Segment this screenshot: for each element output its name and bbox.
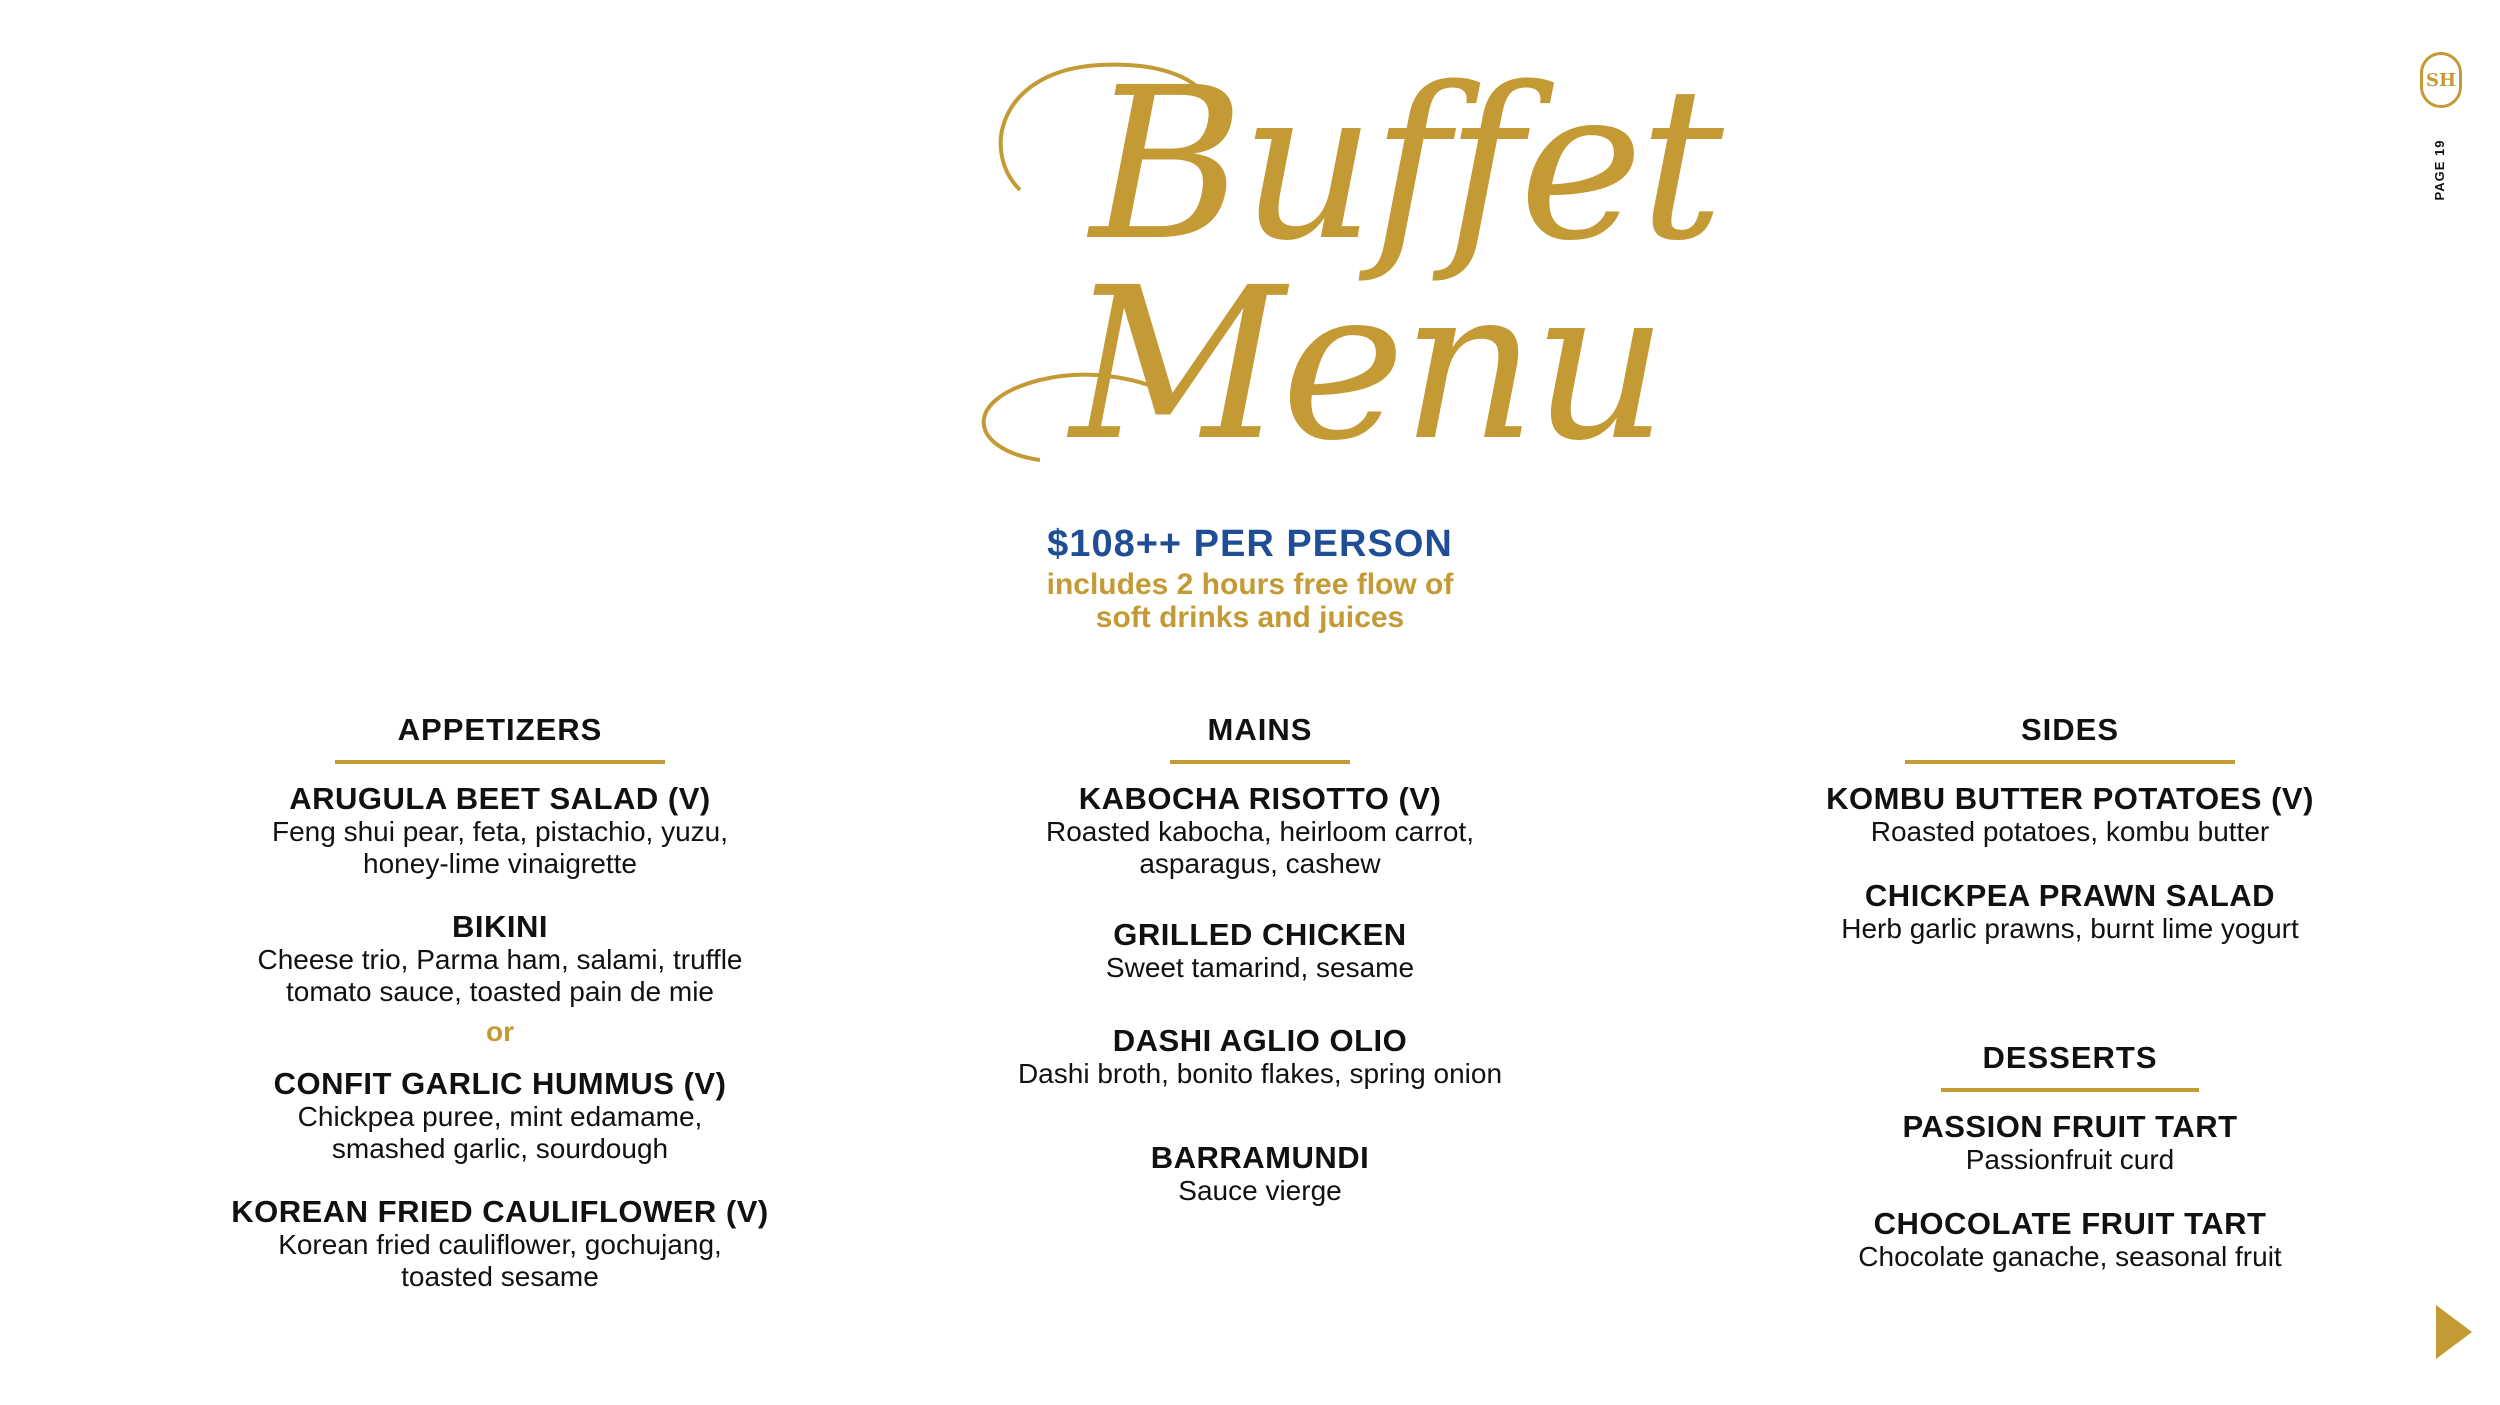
item-description: Feng shui pear, feta, pistachio, yuzu, [271,816,729,847]
menu-item [1680,782,2460,848]
item-name: GRILLED CHICKEN [1113,917,1407,952]
item-description: smashed garlic, sourdough [331,1133,669,1164]
item-name: KOREAN FRIED CAULIFLOWER (V) [231,1194,769,1229]
menu-item [870,1024,1650,1090]
item-description: asparagus, cashew [1139,848,1381,879]
desserts-rule [1941,1088,2199,1092]
item-description: Dashi broth, bonito flakes, spring onion [1017,1058,1503,1089]
item-description: tomato sauce, toasted pain de mie [285,976,715,1007]
next-page-arrow-icon[interactable] [2436,1305,2472,1359]
item-name: CONFIT GARLIC HUMMUS (V) [273,1066,727,1101]
item-name: BARRAMUNDI [1150,1140,1370,1175]
appetizers-rule [335,760,665,764]
title-line-buffet: Buffet [1090,42,1720,287]
menu-item [110,1195,890,1293]
item-name: KABOCHA RISOTTO (V) [1078,781,1442,816]
item-name: CHOCOLATE FRUIT TART [1873,1206,2267,1241]
desserts-title: DESSERTS [1982,1040,2158,1075]
item-description: Chocolate ganache, seasonal fruit [1858,1241,2282,1272]
item-description: toasted sesame [401,1261,599,1292]
item-name: ARUGULA BEET SALAD (V) [289,781,711,816]
item-name: CHICKPEA PRAWN SALAD [1864,878,2276,913]
title-line-menu: Menu [1070,242,1664,487]
item-description: honey-lime vinaigrette [363,848,637,879]
menu-item [870,782,1650,880]
menu-item [870,1141,1650,1207]
item-description: Roasted kabocha, heirloom carrot, [1046,816,1474,847]
menu-item [1680,1110,2460,1176]
item-name: DASHI AGLIO OLIO [1112,1023,1408,1058]
mains-rule [1170,760,1350,764]
item-description: Cheese trio, Parma ham, salami, truffle [257,944,743,975]
desserts-header [1680,1040,2460,1092]
appetizers-title: APPETIZERS [397,712,603,747]
menu-item [110,1067,890,1165]
item-name: PASSION FRUIT TART [1902,1109,2238,1144]
price-note-line2: soft drinks and juices [1095,601,1405,634]
item-description: Roasted potatoes, kombu butter [1870,816,2270,847]
menu-item [1680,879,2460,945]
item-description: Chickpea puree, mint edamame, [297,1101,703,1132]
item-description: Herb garlic prawns, burnt lime yogurt [1841,913,2299,944]
price-per-person: $108++ PER PERSON [1047,523,1453,565]
item-description: Sauce vierge [1178,1175,1342,1206]
item-name: KOMBU BUTTER POTATOES (V) [1826,781,2314,816]
price-block [900,520,1600,634]
sides-header [1680,712,2460,764]
appetizers-header [110,712,890,764]
menu-item [110,910,890,1008]
menu-item [1680,1207,2460,1273]
brand-logo-icon [2420,52,2462,108]
mains-title: MAINS [1207,712,1313,747]
item-name: BIKINI [452,909,548,944]
mains-header [870,712,1650,764]
menu-item [110,782,890,880]
price-note-line1: includes 2 hours free flow of [1046,568,1454,601]
brand-logo-text: SH [2425,69,2456,91]
page-number: PAGE 19 [2432,139,2447,201]
item-description: Passionfruit curd [1965,1144,2175,1175]
sides-rule [1905,760,2235,764]
item-description: Korean fried cauliflower, gochujang, [278,1229,722,1260]
or-separator: or [486,1016,514,1047]
sides-title: SIDES [2020,712,2120,747]
item-description: Sweet tamarind, sesame [1105,952,1415,983]
menu-title [960,40,1720,500]
menu-item [870,918,1650,984]
